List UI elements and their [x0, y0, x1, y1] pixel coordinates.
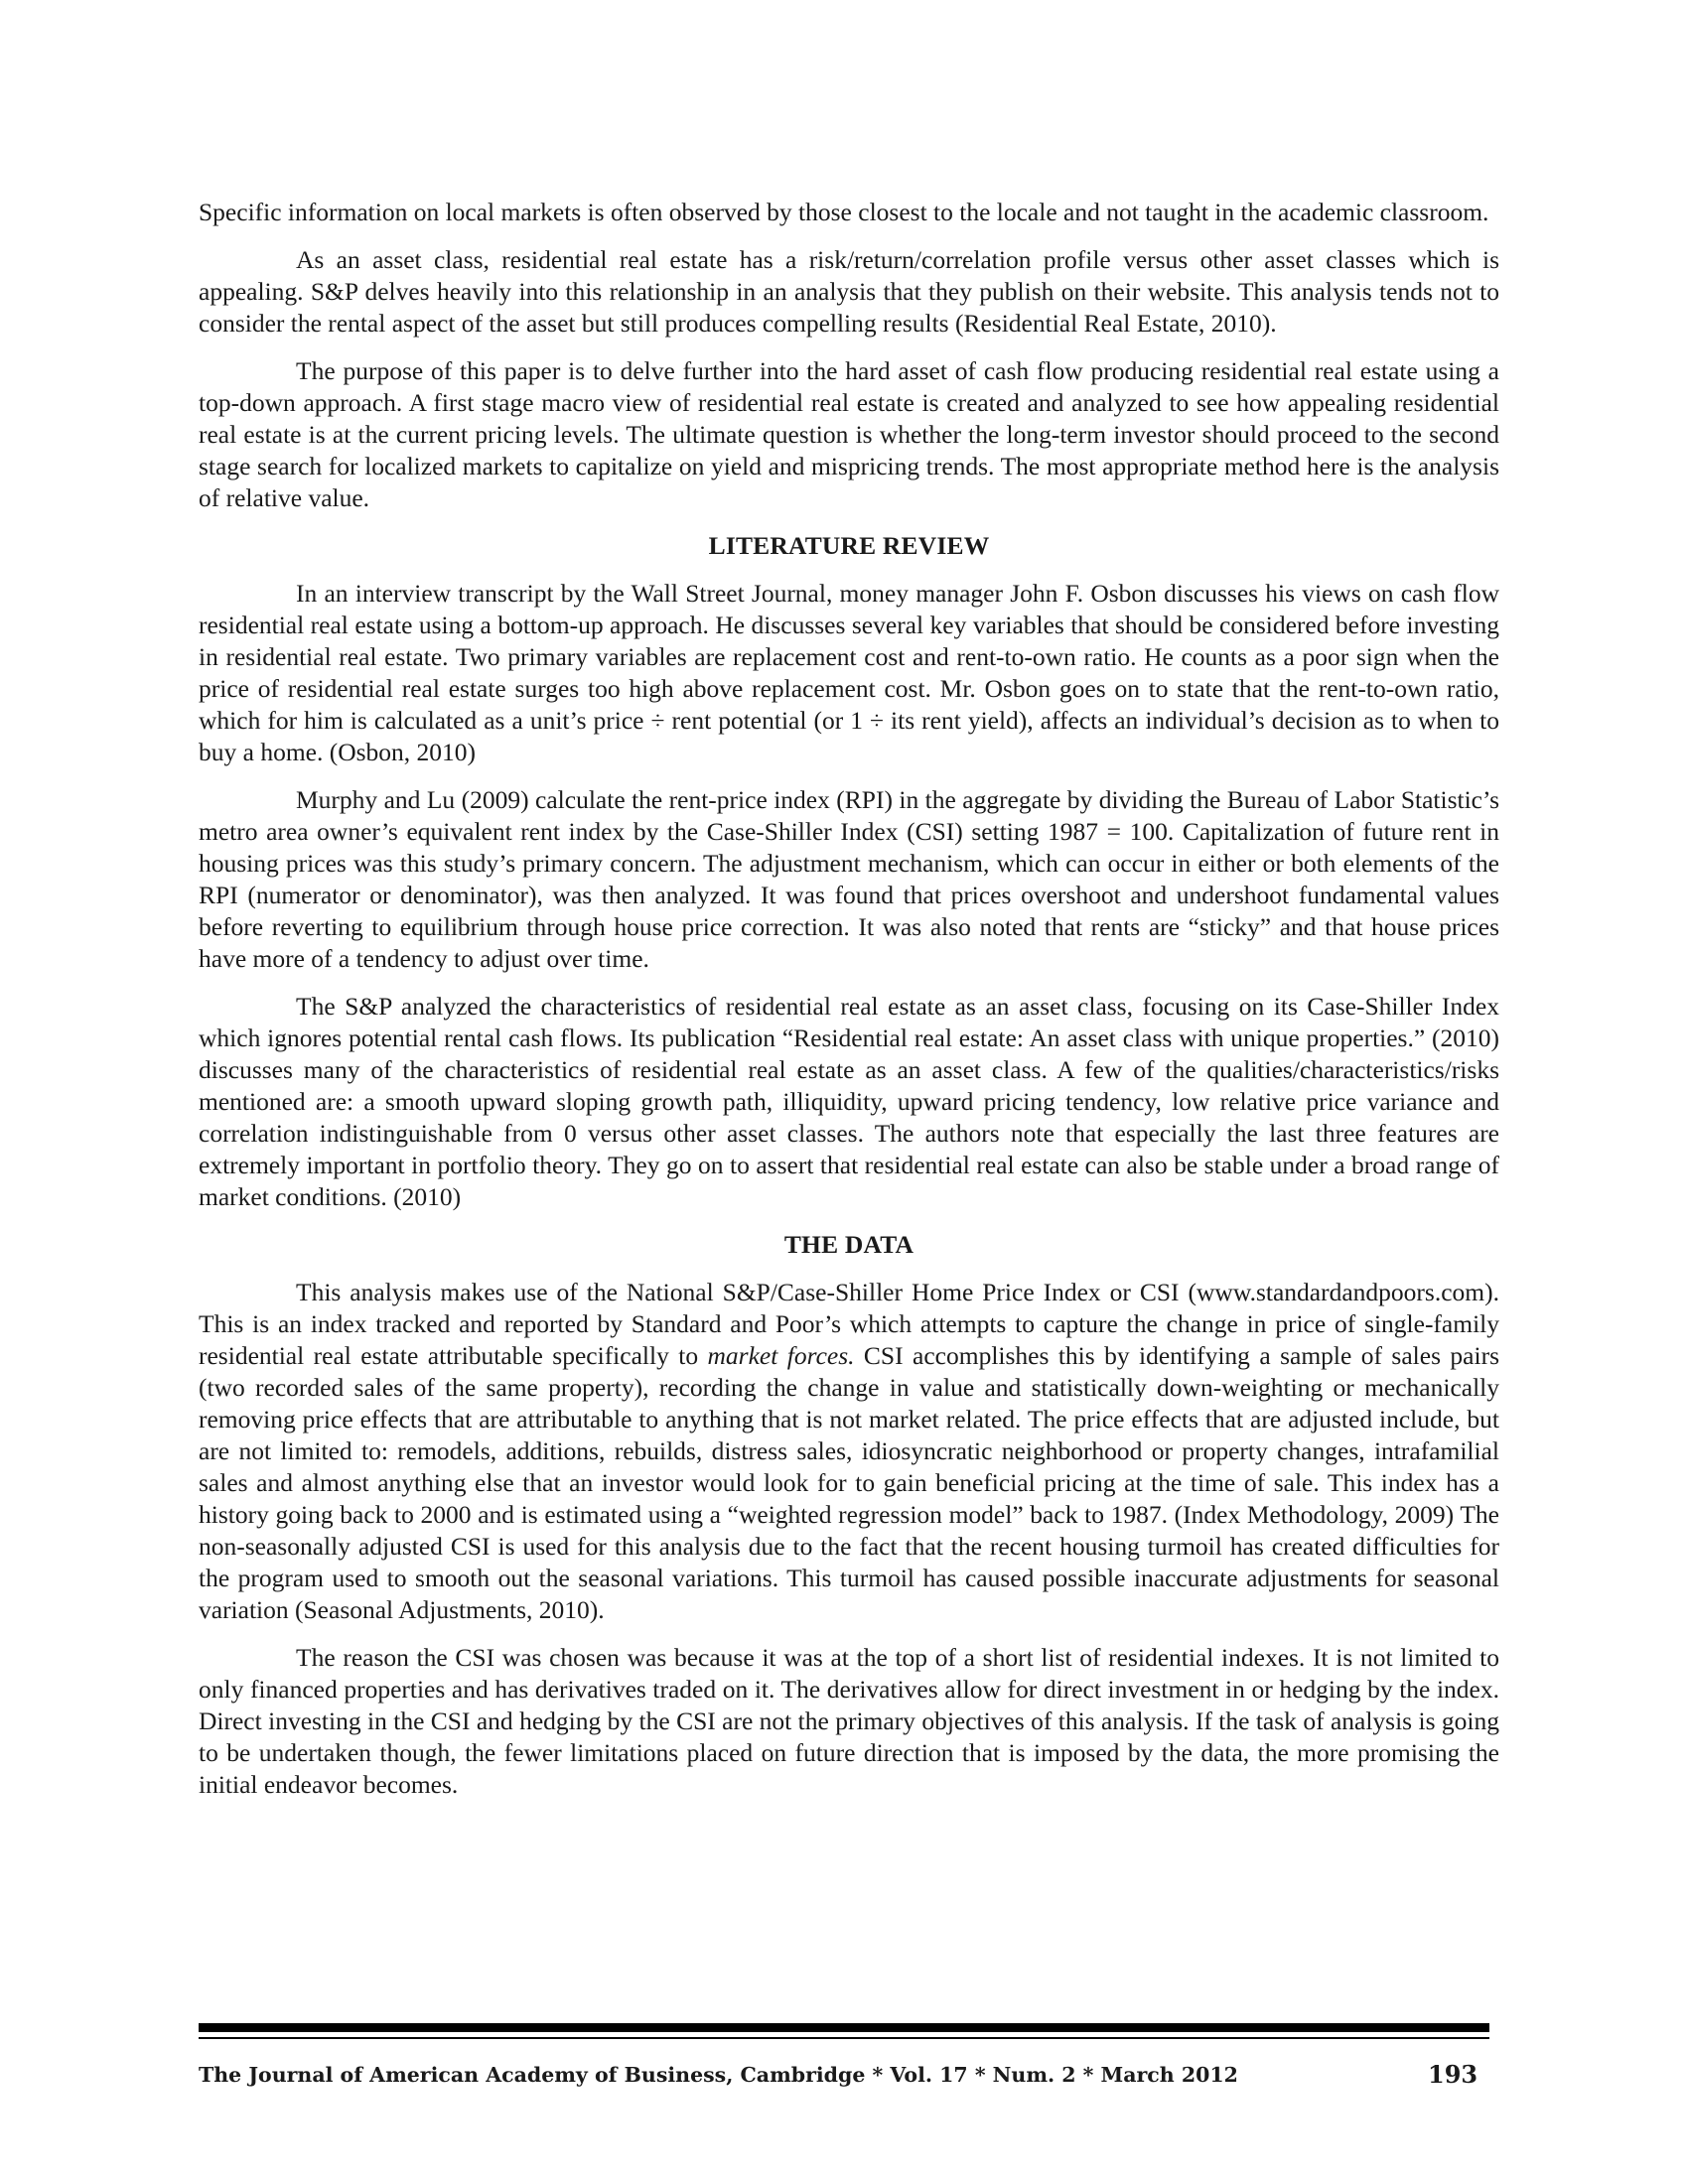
data-paragraph: The reason the CSI was chosen was because it was at the top of a short list of residential indexes. It is not limited to only financed properties and has derivatives traded on it. The derivatives allow for direct investment in or hedging by the index. Direct investing in the CSI and hedging by the CSI are not the primary objectives of this analysis. If the task of analysis is going to be undertaken though, the fewer limitations placed on future direction that is imposed by the data, the more promising the initial endeavor becomes.	[199, 1643, 1499, 1799]
footer-rule-thick	[199, 2023, 1489, 2032]
page-footer	[199, 2055, 1489, 2095]
literature-paragraph: In an interview transcript by the Wall Street Journal, money manager John F. Osbon discusses his views on cash flow residential real estate using a bottom-up approach. He discusses several key variables that should be considered before investing in residential real estate. Two primary variables are replacement cost and rent-to-own ratio. He counts as a poor sign when the price of residential real estate surges too high above replacement cost. Mr. Osbon goes on to state that the rent-to-own ratio, which for him is calculated as a unit’s price ÷ rent potential (or 1 ÷ its rent yield), affects an individual’s decision as to when to buy a home. (Osbon, 2010)	[199, 579, 1499, 766]
literature-paragraph: Murphy and Lu (2009) calculate the rent-price index (RPI) in the aggregate by dividing the Bureau of Labor Statistic’s metro area owner’s equivalent rent index by the Case-Shiller Index (CSI) setting 1987 = 100. Capitalization of future rent in housing prices was this study’s primary concern. The adjustment mechanism, which can occur in either or both elements of the RPI (numerator or denominator), was then analyzed. It was found that prices overshoot and undershoot fundamental values before reverting to equilibrium through house price correction. It was also noted that rents are “sticky” and that house prices have more of a tendency to adjust over time.	[199, 785, 1499, 973]
footer-rule-thin	[199, 2037, 1489, 2039]
data-paragraph	[199, 1277, 1499, 1626]
the-data-heading: THE DATA	[783, 1230, 914, 1259]
literature-review-heading: LITERATURE REVIEW	[708, 531, 990, 560]
intro-paragraph: The purpose of this paper is to delve further into the hard asset of cash flow producing residential real estate using a top-down approach. A first stage macro view of residential real estate is created and analyzed to see how appealing residential real estate is at the current pricing levels. The ultimate question is whether the long-term investor should proceed to the second stage search for localized markets to capitalize on yield and mispricing trends. The most appropriate method here is the analysis of relative value.	[199, 356, 1499, 512]
intro-paragraph: As an asset class, residential real estate has a risk/return/correlation profile versus other asset classes which is appealing. S&P delves heavily into this relationship in an analysis that they publish on their website. This analysis tends not to consider the rental aspect of the asset but still produces compelling results (Residential Real Estate, 2010).	[199, 245, 1499, 338]
page-number: 193	[1428, 2060, 1478, 2089]
literature-paragraph: The S&P analyzed the characteristics of residential real estate as an asset class, focusing on its Case-Shiller Index which ignores potential rental cash flows. Its publication “Residential real estate: An asset class with unique properties.” (2010) discusses many of the characteristics of residential real estate as an asset class. A few of the qualities/characteristics/risks mentioned are: a smooth upward sloping growth path, illiquidity, upward pricing tendency, low relative price variance and correlation indistinguishable from 0 versus other asset classes. The authors note that especially the last three features are extremely important in portfolio theory. They go on to assert that residential real estate can also be stable under a broad range of market conditions. (2010)	[199, 992, 1499, 1211]
article-body	[199, 197, 1499, 1817]
footer-journal-citation: The Journal of American Academy of Business, Cambridge * Vol. 17 * Num. 2 * March 2012	[199, 2063, 1238, 2087]
emphasized-term: market forces.	[707, 1341, 855, 1370]
intro-paragraph: Specific information on local markets is often observed by those closest to the locale and not taught in the academic classroom.	[199, 198, 1489, 226]
data-paragraph-text: CSI accomplishes this by identifying a sample of sales pairs (two recorded sales of the same property), recording the change in value and statistically down-weighting or mechanically removing price effects that are attributable to anything that is not market related. The price effects that are adjusted include, but are not limited to: remodels, additions, rebuilds, distress sales, idiosyncratic neighborhood or property changes, intrafamilial sales and almost anything else that an investor would look for to gain beneficial pricing at the time of sale. This index has a history going back to 2000 and is estimated using a “weighted regression model” back to 1987. (Index Methodology, 2009) The non-seasonally adjusted CSI is used for this analysis due to the fact that the recent housing turmoil has created difficulties for the program used to smooth out the seasonal variations. This turmoil has caused possible inaccurate adjustments for seasonal variation (Seasonal Adjustments, 2010).	[199, 1341, 1499, 1624]
data-paragraph-text: This analysis makes use of the National S&P/Case-Shiller Home Price Index or CSI (www.standardandpoors.com). This is an index tracked and reported by Standard and Poor’s which attempts to capture the change in price of single-family residential real estate attributable specifically to	[199, 1278, 1499, 1370]
